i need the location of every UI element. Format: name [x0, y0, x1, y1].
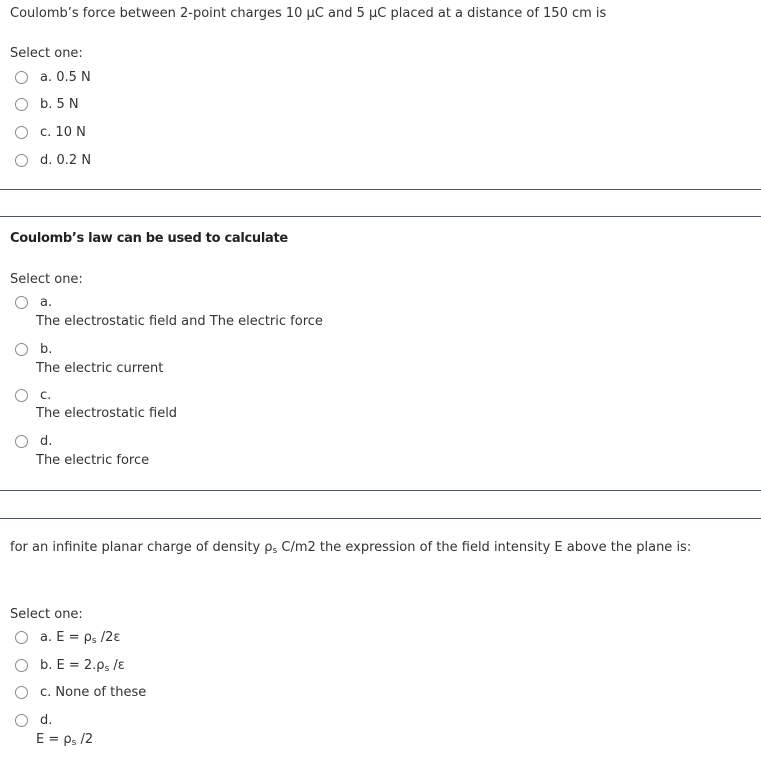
question-divider: [0, 216, 761, 217]
question-1-option-b[interactable]: [15, 95, 79, 113]
option-label: b. 5 N: [40, 96, 79, 112]
option-text: The electric current: [36, 361, 164, 376]
question-1-option-a[interactable]: [15, 68, 91, 86]
radio-button[interactable]: [15, 659, 28, 672]
question-3-text: for an infinite planar charge of density $\rho_s$ C/m2 the expression of the field intensity E above the plane is:: [10, 540, 692, 556]
option-text: $E = \rho_s$ /2: [36, 732, 94, 748]
option-letter: c.: [40, 387, 52, 403]
question-3-option-d[interactable]: [15, 711, 52, 729]
option-text: The electric force: [36, 453, 150, 468]
question-2-select-one-label: Select one:: [10, 272, 83, 287]
option-label: c. None of these: [40, 684, 147, 700]
radio-button[interactable]: [15, 714, 28, 727]
question-2-text: Coulomb’s law can be used to calculate: [10, 231, 288, 246]
question-2-option-d[interactable]: [15, 432, 52, 450]
question-divider: [0, 189, 761, 190]
question-2-option-c[interactable]: [15, 386, 51, 404]
question-1-text: Coulomb’s force between 2-point charges 10 μC and 5 μC placed at a distance of 150 cm is: [10, 6, 607, 21]
radio-button[interactable]: [15, 435, 28, 448]
radio-button[interactable]: [15, 154, 28, 167]
question-3-option-b[interactable]: [15, 656, 125, 674]
option-text: The electrostatic field: [36, 406, 178, 421]
radio-button[interactable]: [15, 71, 28, 84]
question-3-select-one-label: Select one:: [10, 607, 83, 622]
question-divider: [0, 518, 761, 519]
question-3-option-c[interactable]: [15, 683, 146, 701]
radio-button[interactable]: [15, 126, 28, 139]
question-1-option-d[interactable]: [15, 151, 91, 169]
option-label: d. 0.2 N: [40, 152, 92, 168]
question-2-option-b[interactable]: [15, 340, 52, 358]
option-label: a. $E = \rho_s$ /2ε: [40, 629, 121, 646]
question-2-option-a[interactable]: [15, 293, 52, 311]
radio-button[interactable]: [15, 389, 28, 402]
radio-button[interactable]: [15, 98, 28, 111]
radio-button[interactable]: [15, 343, 28, 356]
option-letter: b.: [40, 341, 53, 357]
option-label: c. 10 N: [40, 124, 86, 140]
option-letter: d.: [40, 433, 53, 449]
option-label: a. 0.5 N: [40, 69, 91, 85]
option-text: The electrostatic field and The electric force: [36, 314, 323, 329]
question-1-select-one-label: Select one:: [10, 46, 83, 61]
question-3-option-a[interactable]: [15, 628, 120, 646]
question-divider: [0, 490, 761, 491]
option-label: b. $E = 2.\rho_s$ /ε: [40, 657, 125, 674]
question-1-option-c[interactable]: [15, 123, 86, 141]
radio-button[interactable]: [15, 631, 28, 644]
option-letter: a.: [40, 294, 53, 310]
option-letter: d.: [40, 712, 53, 728]
radio-button[interactable]: [15, 296, 28, 309]
radio-button[interactable]: [15, 686, 28, 699]
